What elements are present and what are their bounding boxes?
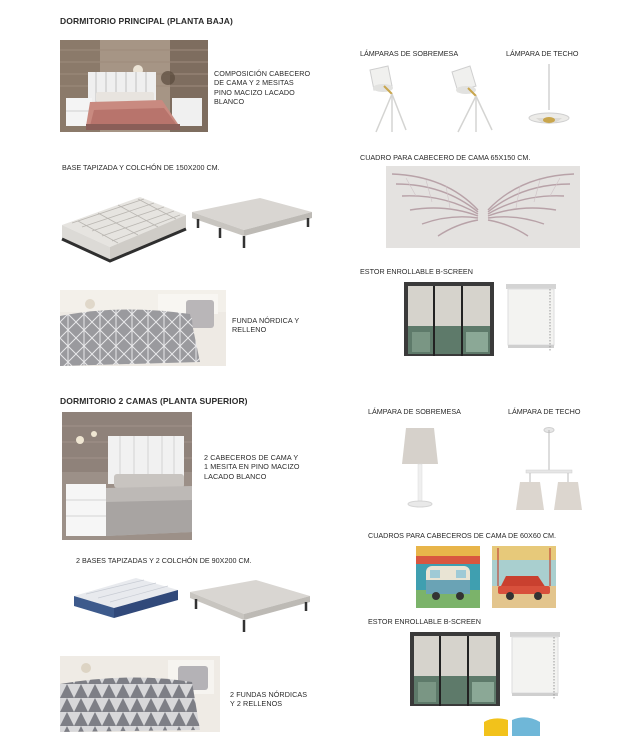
blind-roller-image [504, 284, 562, 354]
painting-label: CUADRO PARA CABECERO DE CAMA 65X150 CM. [360, 153, 531, 162]
bed-base-image [190, 192, 314, 252]
twin-blind-window-photo [410, 632, 500, 706]
duvet-photo [60, 290, 226, 366]
mattress-image [58, 185, 190, 265]
twin-base-caption: 2 BASES TAPIZADAS Y 2 COLCHÓN DE 90X200 CM. [76, 556, 252, 565]
blind-window-photo [404, 282, 494, 356]
duvet-caption-line: FUNDA NÓRDICA Y [232, 316, 300, 325]
twin-duvet-caption-line: 2 FUNDAS NÓRDICAS [230, 690, 308, 699]
twin-ceiling-lamp-label: LÁMPARA DE TECHO [508, 407, 581, 416]
table-lamps-label: LÁMPARAS DE SOBREMESA [360, 49, 459, 58]
twin-duvet-caption-line: Y 2 RELLENOS [230, 699, 283, 709]
twin-duvet-caption [230, 690, 330, 709]
section2-title: DORMITORIO 2 CAMAS (PLANTA SUPERIOR) [60, 396, 248, 406]
twin-table-lamp-label: LÁMPARA DE SOBREMESA [368, 407, 461, 416]
twin-paintings-label: CUADROS PARA CABECEROS DE CAMA DE 60X60 CM. [368, 531, 556, 540]
duvet-caption [232, 316, 332, 335]
duvet-caption-line: RELLENO [232, 325, 267, 335]
van-painting-image [416, 546, 480, 608]
tripod-lamp-image [362, 64, 410, 134]
base-caption: BASE TAPIZADA Y COLCHÓN DE 150X200 CM. [62, 163, 220, 172]
car-painting-image [492, 546, 556, 608]
twin-ceiling-lamp-image [514, 426, 584, 514]
twin-headboard-caption [204, 453, 324, 481]
blind-label: ESTOR ENROLLABLE B-SCREEN [360, 267, 473, 276]
section1-title: DORMITORIO PRINCIPAL (PLANTA BAJA) [60, 16, 233, 26]
ceiling-lamp-label: LÁMPARA DE TECHO [506, 49, 579, 58]
headboard-caption-line: DE CAMA Y 2 MESITAS [214, 78, 294, 88]
twin-mattress-image [70, 574, 182, 622]
tripod-lamp-image [446, 64, 494, 134]
twin-blind-roller-image [508, 632, 566, 702]
twin-duvet-photo [60, 656, 220, 732]
twin-blind-label: ESTOR ENROLLABLE B-SCREEN [368, 617, 481, 626]
table-lamp-image [400, 424, 440, 510]
headboard-caption-line: COMPOSICIÓN CABECERO [214, 69, 311, 78]
twin-headboard-caption-line: 1 MESITA EN PINO MACIZO [204, 462, 300, 472]
brand-logo-icon [484, 716, 540, 736]
headboard-caption-line: BLANCO [214, 97, 245, 107]
headboard-caption-line: PINO MACIZO LACADO [214, 87, 295, 97]
wings-painting-image [386, 166, 580, 248]
bedroom-main-photo [60, 40, 208, 132]
bedroom-twin-photo [62, 412, 192, 540]
twin-bed-base-image [188, 574, 312, 634]
ceiling-lamp-image [526, 64, 572, 136]
headboard-caption [214, 69, 334, 107]
twin-headboard-caption-line: 2 CABECEROS DE CAMA Y [204, 453, 299, 462]
twin-headboard-caption-line: LACADO BLANCO [204, 471, 267, 481]
